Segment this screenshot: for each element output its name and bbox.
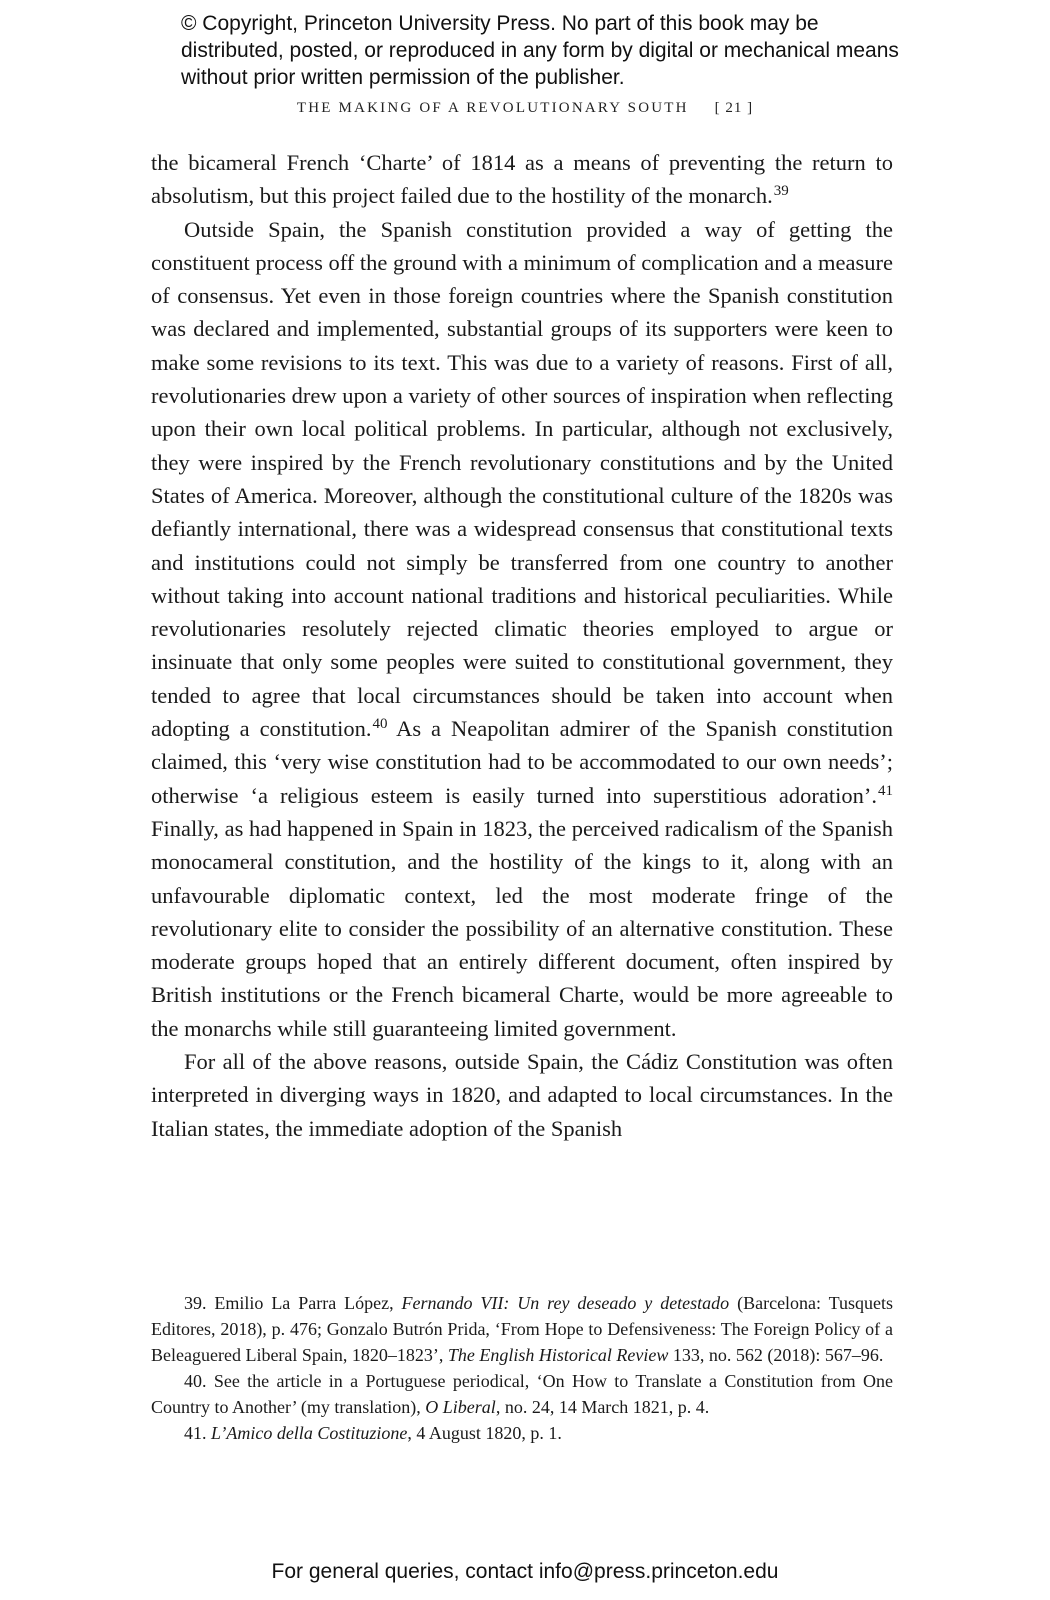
- paragraph-2-text-3: Finally, as had happened in Spain in 1823, the perceived radicalism of the Spanish monocameral constitution, and the hostility of the kings to it, along with an unfavourable diplomatic context, led the most moderate fringe of the revolutionary elite to consider the possibility of an alternative constitution. These moderate groups hoped that an entirely different document, often inspired by British institutions or the French bicameral Charte, would be more agreeable to the monarchs while still guaranteeing limited government.: [151, 815, 893, 1041]
- paragraph-3-text: For all of the above reasons, outside Spain, the Cádiz Constitution was often interpreted in diverging ways in 1820, and adapted to local circumstances. In the Italian states, the immediate adoption of the Spanish: [151, 1049, 893, 1141]
- paragraph-1-text: the bicameral French ‘Charte’ of 1814 as a means of preventing the return to absolutism, but this project failed due to the hostility of the monarch.: [151, 150, 893, 209]
- footnote-39-text-2: (Barcelona: Tusquets Editores, 2018), p. 476; Gonzalo Butrón Prida, ‘From Hope to Defensiveness: The Foreign Policy of a Beleaguered Liberal Spain, 1820–1823’,: [151, 1293, 893, 1365]
- footnote-40: [151, 1368, 893, 1420]
- footnote-ref-39: 39: [773, 183, 789, 200]
- footnote-41-number: 41.: [184, 1423, 211, 1443]
- main-text: [151, 146, 893, 1145]
- paragraph-2-text-2: As a Neapolitan admirer of the Spanish constitution claimed, this ‘very wise constitution had to be accommodated to our own needs’; otherwise ‘a religious esteem is easily turned into superstitious adoration’.: [151, 716, 893, 808]
- footnote-41: [151, 1420, 893, 1446]
- footnote-39-text: 39. Emilio La Parra López,: [184, 1293, 402, 1313]
- footnote-39-journal: The English Historical Review: [447, 1345, 669, 1365]
- running-head: [0, 100, 1050, 117]
- footnote-41-text: , 4 August 1820, p. 1.: [407, 1423, 562, 1443]
- footnote-39-text-3: 133, no. 562 (2018): 567–96.: [668, 1345, 884, 1365]
- footnote-40-text: 40. See the article in a Portuguese periodical, ‘On How to Translate a Constitution from One Country to Another’ (my translation),: [151, 1371, 893, 1417]
- footnote-ref-40: 40: [372, 716, 388, 733]
- copyright-notice: © Copyright, Princeton University Press. No part of this book may be distributed, posted, or reproduced in any form by digital or mechanical means without prior written permission of the publisher.: [181, 12, 899, 89]
- paragraph-1: [151, 146, 893, 213]
- footnote-40-text-2: , no. 24, 14 March 1821, p. 4.: [495, 1397, 710, 1417]
- footnote-40-periodical: O Liberal: [425, 1397, 496, 1417]
- page-number: [ 21 ]: [714, 100, 754, 116]
- footer-contact: For general queries, contact info@press.princeton.edu: [271, 1560, 779, 1583]
- paragraph-3: [151, 1045, 893, 1145]
- running-head-title: THE MAKING OF A REVOLUTIONARY SOUTH: [296, 100, 689, 116]
- paragraph-2-text-1: Outside Spain, the Spanish constitution provided a way of getting the constituent process off the ground with a minimum of complication and a measure of consensus. Yet even in those foreign countries where the Spanish constitution was declared and implemented, substantial groups of its supporters were keen to make some revisions to its text. This was due to a variety of reasons. First of all, revolutionaries drew upon a variety of other sources of inspiration when reflecting upon their own local political problems. In particular, although not exclusively, they were inspired by the French revolutionary constitutions and by the United States of America. Moreover, although the constitutional culture of the 1820s was defiantly international, there was a widespread consensus that constitutional texts and institutions could not simply be transferred from one country to another without taking into account national traditions and historical peculiarities. While revolutionaries resolutely rejected climatic theories employed to argue or insinuate that only some peoples were suited to constitutional government, they tended to agree that local circumstances should be taken into account when adopting a constitution.: [151, 216, 893, 742]
- footnote-39-title: Fernando VII: Un rey deseado y detestado: [401, 1293, 730, 1313]
- footnote-ref-41: 41: [878, 782, 893, 799]
- paragraph-2: [151, 213, 893, 1045]
- footnotes: [151, 1290, 893, 1446]
- footnote-41-periodical: L’Amico della Costituzione: [211, 1423, 408, 1443]
- footnote-39: [151, 1290, 893, 1368]
